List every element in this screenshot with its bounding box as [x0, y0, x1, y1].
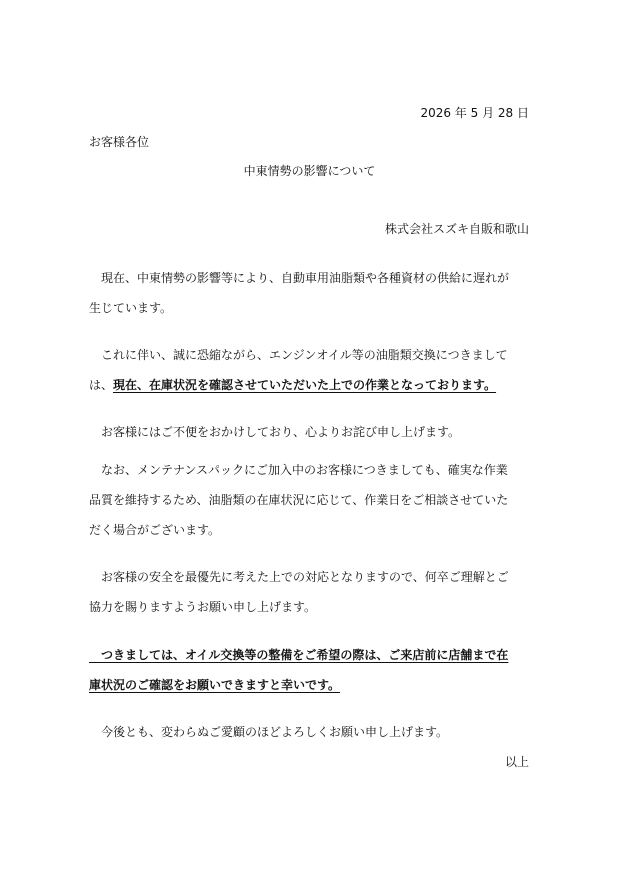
emphasized-notice: 現在、在庫状況を確認させていただいた上での作業となっております。 [113, 378, 497, 392]
paragraph-maintenance-pack [89, 455, 531, 545]
paragraph-line: 品質を維持するため、油脂類の在庫状況に応じて、作業日をご相談させていた [89, 493, 509, 507]
paragraph-prefix: は、 [89, 378, 114, 392]
paragraph-line: これに伴い、誠に恐縮ながら、エンジンオイル等の油脂類交換につきまして [89, 348, 508, 362]
paragraph-line: だく場合がございます。 [89, 523, 221, 537]
paragraph-closing-remarks [89, 717, 531, 747]
paragraph-apology [89, 417, 531, 447]
closing-word: 以上 [504, 755, 529, 769]
document-title: 中東情勢の影響について [243, 164, 376, 178]
paragraph-line: お客様の安全を最優先に考えた上での対応となりますので、何卒ご理解とご [89, 570, 509, 584]
emphasized-line: 庫状況のご確認をお願いできますと幸いです。 [89, 678, 341, 692]
paragraph-confirm-stock [89, 640, 531, 700]
emphasized-line: つきましては、オイル交換等の整備をご希望の際は、ご来店前に店舗まで在 [89, 648, 509, 662]
paragraph-line: 生じています。 [89, 301, 173, 315]
paragraph-line: お客様にはご不便をおかけしており、心よりお詫び申し上げます。 [89, 425, 461, 439]
paragraph-line: 協力を賜りますようお願い申し上げます。 [89, 600, 317, 614]
addressee: お客様各位 [89, 135, 150, 149]
company-name: 株式会社スズキ自販和歌山 [384, 222, 529, 236]
paragraph-oil-change [89, 340, 531, 400]
paragraph-request-understanding [89, 562, 531, 622]
paragraph-line [89, 378, 496, 392]
paragraph-line: 現在、中東情勢の影響等により、自動車用油脂類や各種資材の供給に遅れが [89, 271, 510, 285]
document-date: 2026 年 5 月 28 日 [420, 106, 529, 120]
paragraph-line: なお、メンテナンスパックにご加入中のお客様につきましても、確実な作業 [89, 463, 508, 477]
paragraph-supply-delay [89, 263, 531, 323]
paragraph-line: 今後とも、変わらぬご愛顧のほどよろしくお願い申し上げます。 [89, 725, 449, 739]
